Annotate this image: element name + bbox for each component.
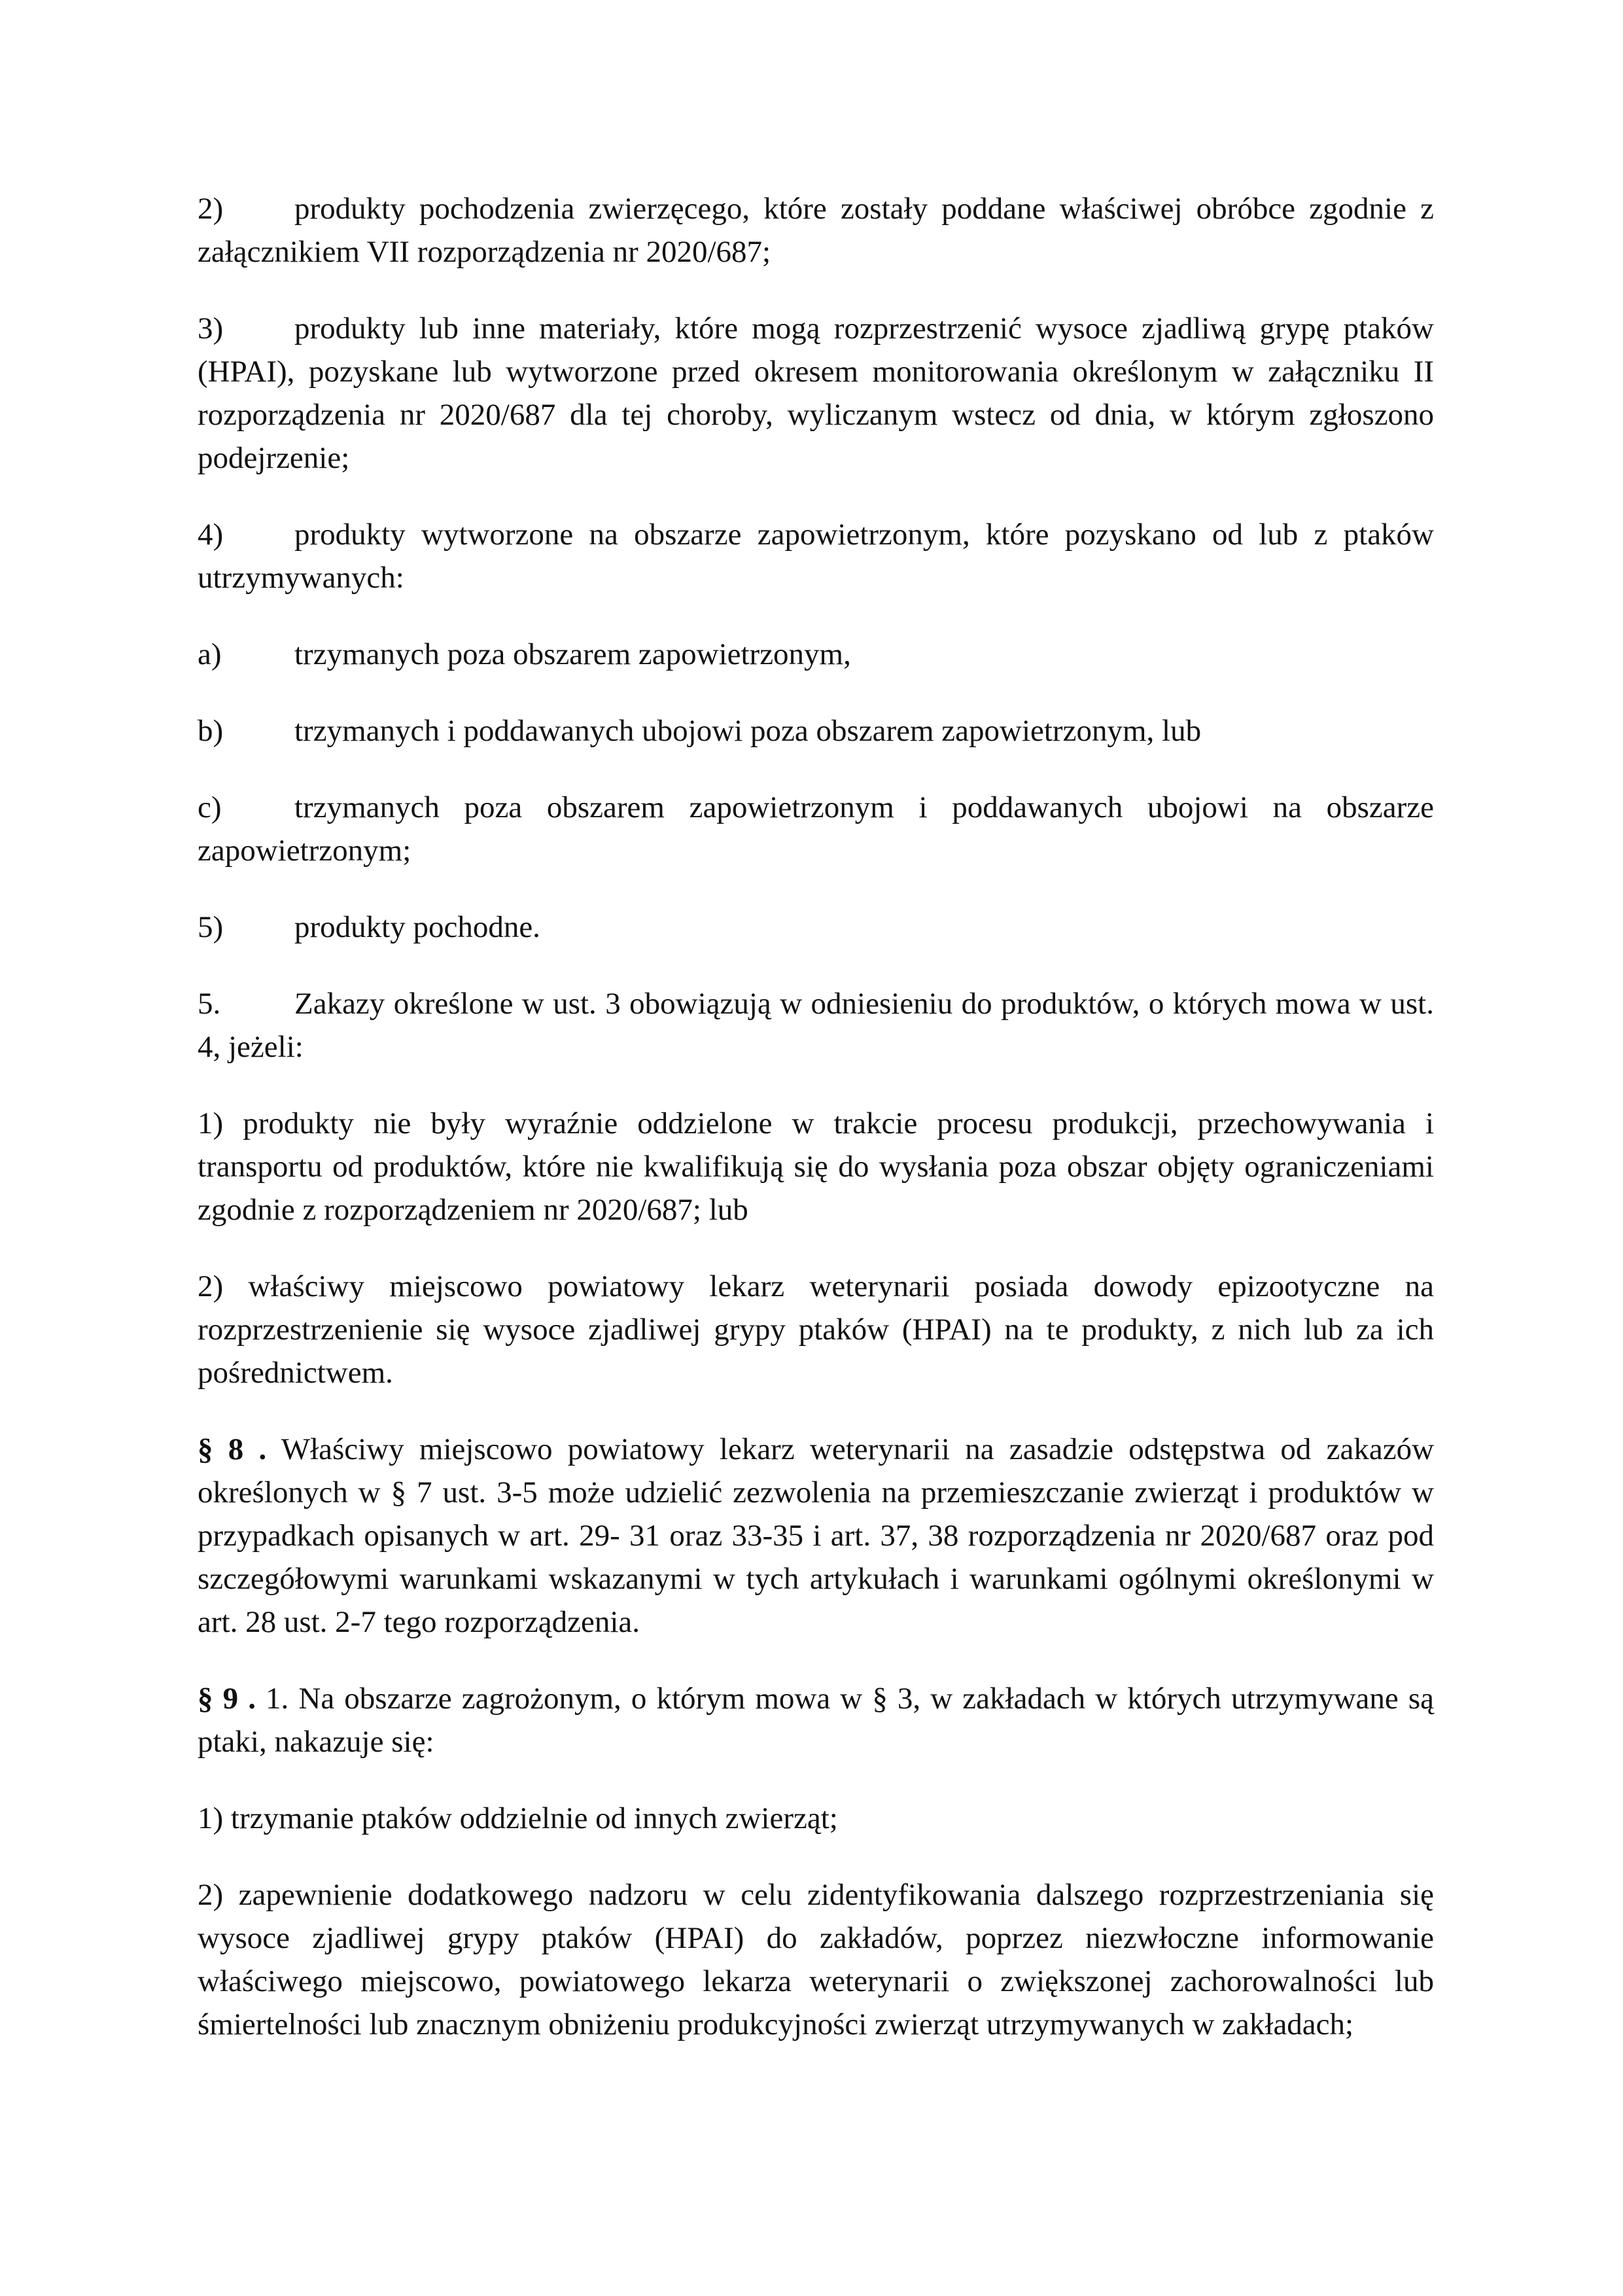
- list-item-3: [198, 307, 1434, 480]
- item-number: 5): [198, 910, 224, 944]
- clause-5-point-2: [198, 1265, 1434, 1394]
- list-item-c: [198, 786, 1434, 872]
- section-9-point-1: [198, 1797, 1434, 1840]
- item-text: trzymanych i poddawanych ubojowi poza obszarem zapowietrzonym, lub: [294, 714, 1202, 748]
- item-text: produkty lub inne materiały, które mogą rozprzestrzenić wysoce zjadliwą grypę ptaków (HPAI), pozyskane lub wytworzone przed okresem monitorowania określonym w załączniku II rozporządzenia nr 2020/687 dla tej choroby, wyliczanym wstecz od dnia, w którym zgłoszono podejrzenie;: [198, 311, 1434, 475]
- point-text: 2) właściwy miejscowo powiatowy lekarz weterynarii posiada dowody epizootyczne na rozprzestrzenienie się wysoce zjadliwej grypy ptaków (HPAI) na te produkty, z nich lub za ich pośrednictwem.: [198, 1269, 1434, 1390]
- point-text: 1) produkty nie były wyraźnie oddzielone w trakcie procesu produkcji, przechowywania i transportu od produktów, które nie kwalifikują się do wysłania poza obszar objęty ograniczeniami zgodnie z rozporządzeniem nr 2020/687; lub: [198, 1106, 1434, 1227]
- clause-number: 5.: [198, 987, 221, 1021]
- list-item-a: [198, 633, 1434, 676]
- item-letter: a): [198, 637, 222, 671]
- item-letter: b): [198, 714, 224, 748]
- section-text: 1. Na obszarze zagrożonym, o którym mowa w § 3, w zakładach w których utrzymywane są ptaki, nakazuje się:: [198, 1682, 1434, 1759]
- item-number: 4): [198, 518, 224, 552]
- point-text: 1) trzymanie ptaków oddzielnie od innych zwierząt;: [198, 1801, 838, 1835]
- section-9: [198, 1677, 1434, 1763]
- document-body: [198, 187, 1434, 2079]
- item-text: trzymanych poza obszarem zapowietrzonym i poddawanych ubojowi na obszarze zapowietrzonym;: [198, 790, 1434, 868]
- clause-text: Zakazy określone w ust. 3 obowiązują w odniesieniu do produktów, o których mowa w ust. 4, jeżeli:: [198, 987, 1434, 1064]
- item-text: trzymanych poza obszarem zapowietrzonym,: [294, 637, 851, 671]
- list-item-2: [198, 187, 1434, 274]
- item-text: produkty wytworzone na obszarze zapowietrzonym, które pozyskano od lub z ptaków utrzymywanych:: [198, 518, 1434, 595]
- item-text: produkty pochodzenia zwierzęcego, które zostały poddane właściwej obróbce zgodnie z załącznikiem VII rozporządzenia nr 2020/687;: [198, 192, 1434, 269]
- item-text: produkty pochodne.: [294, 910, 540, 944]
- list-item-4: [198, 513, 1434, 599]
- section-8: [198, 1428, 1434, 1644]
- item-letter: c): [198, 790, 222, 824]
- section-9-point-2: [198, 1873, 1434, 2046]
- clause-5-point-1: [198, 1102, 1434, 1231]
- list-item-b: [198, 709, 1434, 752]
- section-mark: § 9 .: [198, 1682, 256, 1716]
- section-mark: § 8 .: [198, 1432, 267, 1466]
- item-number: 3): [198, 311, 224, 345]
- point-text: 2) zapewnienie dodatkowego nadzoru w celu zidentyfikowania dalszego rozprzestrzeniania się wysoce zjadliwej grypy ptaków (HPAI) do zakładów, poprzez niezwłoczne informowanie właściwego miejscowo, powiatowego lekarza weterynarii o zwiększonej zachorowalności lub śmiertelności lub znacznym obniżeniu produkcyjności zwierząt utrzymywanych w zakładach;: [198, 1878, 1434, 2041]
- item-number: 2): [198, 192, 224, 226]
- clause-5: [198, 982, 1434, 1069]
- section-text: Właściwy miejscowo powiatowy lekarz weterynarii na zasadzie odstępstwa od zakazów określonych w § 7 ust. 3-5 może udzielić zezwolenia na przemieszczanie zwierząt i produktów w przypadkach opisanych w art. 29- 31 oraz 33-35 i art. 37, 38 rozporządzenia nr 2020/687 oraz pod szczegółowymi warunkami wskazanymi w tych artykułach i warunkami ogólnymi określonymi w art. 28 ust. 2-7 tego rozporządzenia.: [198, 1432, 1435, 1639]
- list-item-5: [198, 906, 1434, 949]
